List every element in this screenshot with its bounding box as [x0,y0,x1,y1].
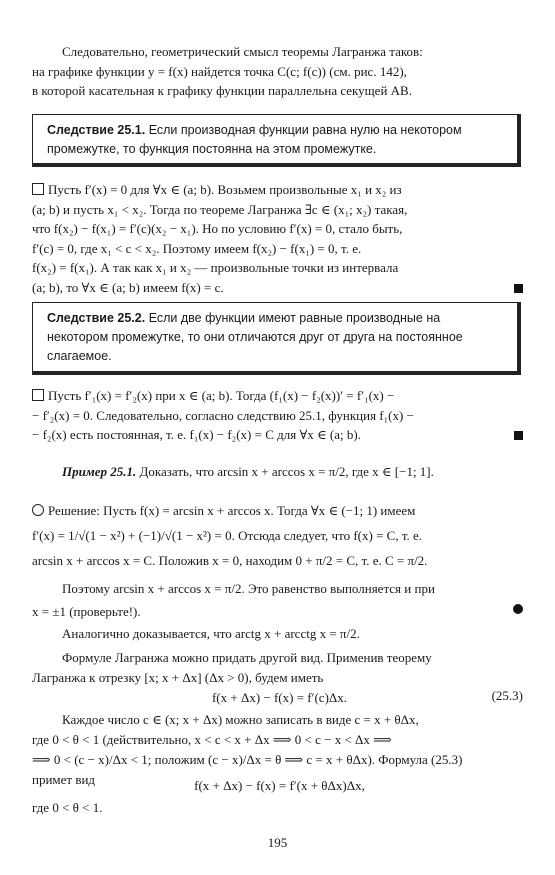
text-line: ⟹ 0 < (c − x)/Δx < 1; положим (c − x)/Δx = θ ⟹ c = x + θΔx). Формула (25.3) [32,752,463,767]
similar-paragraph [32,624,527,644]
page-number: 195 [267,835,288,850]
solution-paragraph [32,500,527,571]
text-line: Следовательно, геометрический смысл теоремы Лагранжа таков: [62,44,423,59]
text-line: Пусть f′₁(x) = f′₂(x) при x ∈ (a; b). Тогда (f₁(x) − f₂(x))′ = f′₁(x) − [32,386,527,406]
text-line: − f₂(x) есть постоянная, т. е. f₁(x) − f₂(x) = C для ∀x ∈ (a; b). [32,427,361,442]
solution-start-icon [32,504,44,516]
text-line: Решение: Пусть f(x) = arcsin x + arccos x. Тогда ∀x ∈ (−1; 1) имеем [32,500,527,521]
text-line [32,462,527,482]
text-line: − f′₂(x) = 0. Следовательно, согласно следствию 25.1, функция f₁(x) − [32,407,414,423]
text-line: Поэтому arcsin x + arccos x = π/2. Это равенство выполняется и при [62,581,435,596]
text-line: arcsin x + arccos x = C. Положив x = 0, находим 0 + π/2 = C, т. е. C = π/2. [32,553,428,568]
formula-final: f(x + Δx) − f(x) = f′(x + θΔx)Δx, [194,778,365,793]
corollary-label: Следствие 25.2. [47,311,146,325]
proof-start-icon [32,389,44,401]
text-line: Аналогично доказывается, что arctg x + arcctg x = π/2. [62,626,360,641]
where-line [32,798,527,818]
example-text: Доказать, что arcsin x + arccos x = π/2, где x ∈ [−1; 1]. [139,464,434,479]
corollary-text: Если производная функции равна нулю на некотором промежутке, то функция постоянна на этом промежутке. [47,123,462,156]
end-of-solution-icon [513,604,523,614]
example-paragraph [32,462,527,482]
text-line: на графике функции y = f(x) найдется точка C(c; f(c)) (см. рис. 142), [32,63,407,79]
text-line: f′(c) = 0, где x₁ < c < x₂. Поэтому имеем f(x₂) − f(x₁) = 0, т. е. [32,240,362,256]
text-line: Пусть f′(x) = 0 для ∀x ∈ (a; b). Возьмем произвольные x₁ и x₂ из [32,180,527,200]
qed-square-icon [514,431,523,440]
corollary-box-1 [32,114,521,167]
formula-25-3: f(x + Δx) − f(x) = f′(c)Δx. [211,690,348,705]
proof-paragraph-1 [32,180,527,297]
text-line: (a; b) и пусть x₁ < x₂. Тогда по теореме Лагранжа ∃c ∈ (x₁; x₂) такая, [32,201,408,217]
therefore-paragraph [32,577,527,623]
text-line: где 0 < θ < 1. [32,800,103,815]
lagrange-paragraph [32,648,527,687]
proof-start-icon [32,183,44,195]
text-line: где 0 < θ < 1 (действительно, x < c < x + Δx ⟹ 0 < c − x < Δx ⟹ [32,732,392,747]
example-label: Пример 25.1. [62,464,137,479]
corollary-label: Следствие 25.1. [47,123,146,137]
text-line: f′(x) = 1/√(1 − x²) + (−1)/√(1 − x²) = 0. Отсюда следует, что f(x) = C, т. е. [32,528,423,543]
text-line: f(x₂) = f(x₁). А так как x₁ и x₂ — произвольные точки из интервала [32,260,399,275]
corollary-box-2 [32,302,521,375]
qed-square-icon [514,284,523,293]
text-line: x = ±1 (проверьте!). [32,604,141,619]
intro-paragraph [32,42,527,101]
text-line: (a; b), то ∀x ∈ (a; b) имеем f(x) = c. [32,279,224,295]
proof-paragraph-2 [32,386,527,445]
text-line: в которой касательная к графику функции параллельна секущей AB. [32,83,412,98]
corollary-text: Если две функции имеют равные производные на некотором промежутке, то они отличаются друг от друга на постоянное слагаемое. [47,311,463,363]
text-line: Каждое число c ∈ (x; x + Δx) можно записать в виде c = x + θΔx, [62,712,419,727]
text-line: что f(x₂) − f(x₁) = f′(c)(x₂ − x₁). Но по условию f′(x) = 0, стало быть, [32,221,403,236]
text-line: Лагранжа к отрезку [x; x + Δx] (Δx > 0), будем иметь [32,669,324,685]
text-line: примет вид [32,772,96,787]
equation-number: (25.3) [491,688,523,703]
text-line: Формуле Лагранжа можно придать другой вид. Применив теорему [62,650,432,665]
